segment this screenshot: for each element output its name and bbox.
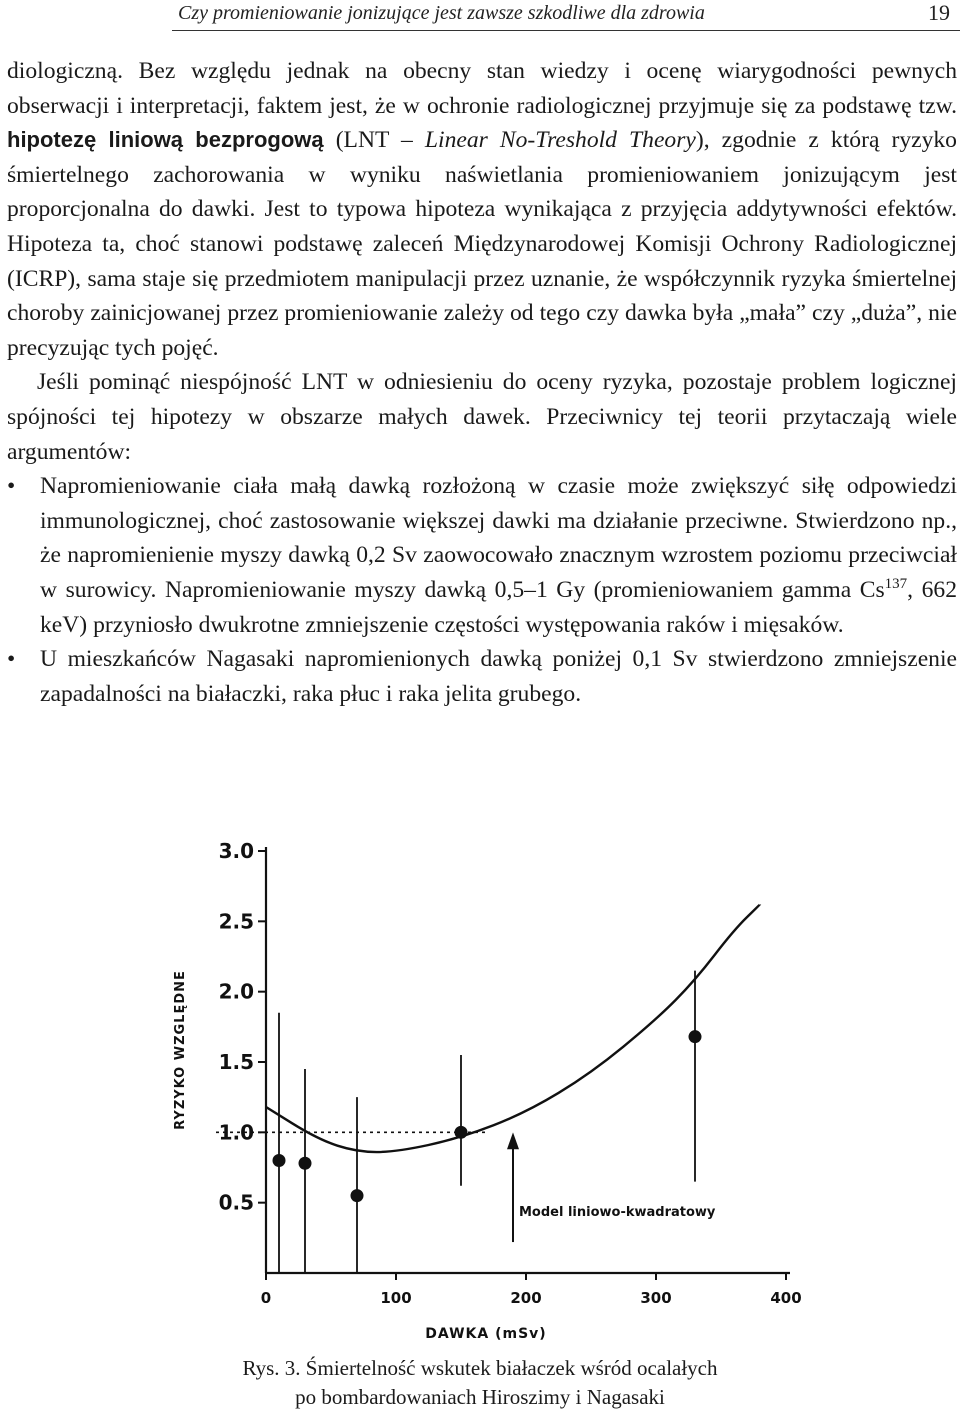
caption-line-1: Rys. 3. Śmiertelność wskutek białaczek wśród ocalałych [242, 1356, 718, 1380]
isotope-mass-number: 137 [884, 576, 908, 593]
data-point [273, 1154, 286, 1167]
bullet-icon: • [7, 646, 16, 673]
y-tick-label: 1.0 [218, 1120, 254, 1145]
x-tick-label: 300 [640, 1289, 672, 1307]
y-axis-label: RYZYKO WZGLĘDNE [173, 970, 188, 1130]
paragraph-2: Jeśli pominąć niespójność LNT w odniesieniu do oceny ryzyka, pozostaje problem logicznej spójności tej hipotezy w obszarze małych dawek. Przeciwnicy tej teorii przytaczają wiele argumentów: [7, 369, 957, 465]
y-tick-label: 0.5 [218, 1190, 254, 1215]
bullet-list [7, 469, 957, 711]
header-rule [172, 30, 960, 31]
bullet-item-2: • U mieszkańców Nagasaki napromienionych dawką poniżej 0,1 Sv stwierdzono zmniejszenie zapadalności na białaczki, raka płuc i raka jelita grubego. [7, 642, 957, 711]
caption-line-2: po bombardowaniach Hiroszimy i Nagasaki [295, 1385, 665, 1409]
y-tick-label: 2.0 [218, 979, 254, 1004]
risk-dose-chart [156, 835, 808, 1350]
data-point [299, 1157, 312, 1170]
bullet-item-1: • Napromieniowanie ciała małą dawką rozłożoną w czasie może zwiększyć siłę odpowiedzi immunologicznej, choć zastosowanie większej dawki ma działanie przeciwne. Stwierdzono np., że napromienienie myszy dawką 0,2 Sv zaowocowało znacznym wzrostem poziomu przeciwciał w surowicy. Napromieniowanie myszy dawką 0,5–1 Gy (promieniowaniem gamma Cs$^{137}$, 662 keV) przyniosło dwukrotne zmniejszenie częstości występowania raków i mięsaków. [7, 469, 957, 642]
x-axis-label: DAWKA (mSv) [425, 1326, 547, 1342]
y-tick-label: 1.5 [218, 1050, 254, 1074]
page-number: 19 [928, 0, 950, 25]
running-title: Czy promieniowanie jonizujące jest zawsze szkodliwe dla zdrowia [178, 2, 705, 24]
y-tick-label: 3.0 [218, 839, 254, 863]
bullet-icon: • [7, 473, 16, 500]
page-header [0, 0, 960, 36]
data-point [455, 1126, 468, 1139]
y-tick-label: 2.5 [218, 909, 254, 934]
term-lnt: hipotezę liniową bezprogową [7, 127, 324, 153]
term-lnt-english: Linear No-Treshold Theory [424, 127, 696, 154]
figure-chart [156, 835, 808, 1350]
x-tick-label: 0 [260, 1289, 272, 1307]
body-text [7, 54, 957, 711]
annotation-label: Model liniowo-kwadratowy [519, 1205, 716, 1221]
x-tick-label: 200 [510, 1289, 542, 1307]
figure-caption [0, 1354, 960, 1412]
x-tick-label: 100 [380, 1289, 412, 1307]
data-point [351, 1189, 364, 1202]
data-point [689, 1030, 702, 1043]
paragraph-1: diologiczną. Bez względu jednak na obecny stan wiedzy i ocenę wiarygodności pewnych obserwacji i interpretacji, faktem jest, że w ochronie radiologicznej przyjmuje się za podstawę tzw. hipotezę liniową bezprogową (LNT – Linear No-Treshold Theory), zgodnie z którą ryzyko śmiertelnego zachorowania w wyniku naświetlania promieniowaniem jonizującym jest proporcjonalna do dawki. Jest to typowa hipoteza wynikająca z przyjęcia addytywności efektów. Hipoteza ta, choć stanowi podstawę zaleceń Międzynarodowej Komisji Ochrony Radiologicznej (ICRP), sama staje się przedmiotem manipulacji przez uznanie, że współczynnik ryzyka śmiertelnej choroby zainicjowanej przez promieniowanie zależy od tego czy dawka była „mała” czy „duża”, nie precyzując tych pojęć. [7, 58, 957, 361]
x-tick-label: 400 [770, 1289, 802, 1307]
